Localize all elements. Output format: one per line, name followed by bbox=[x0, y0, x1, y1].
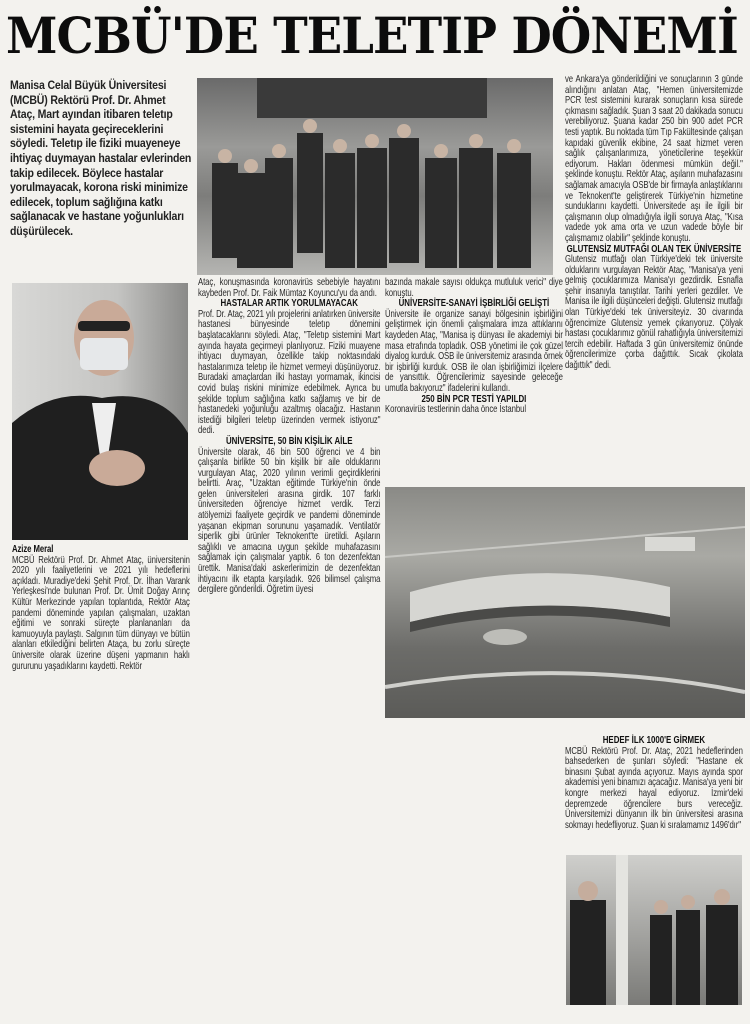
article-column-5 bbox=[565, 736, 743, 831]
campus-buildings bbox=[385, 487, 745, 718]
paragraph: MCBÜ Rektörü Prof. Dr. Ataç, 2021 hedeflerinden bahsederken de şunları söyledi: "Hastane ek binasını Şubat ayında açıyoruz. Mayıs ayında spor akademisi yeni binamızı açacağız. Manisa'ya yeni bir kongre merkezi hayal ediyoruz. İzmir'deki depremzede öğrencilere burs vereceğiz. Üniversitemizi dünyanın ilk bin üniversitesi arasına sokmayı hedefliyoruz. Şuan ki sıralamamız 1496'dır" bbox=[565, 745, 743, 831]
subheading: GLUTENSİZ MUTFAĞI OLAN TEK ÜNİVERSİTE bbox=[566, 243, 742, 255]
subheading: ÜNİVERSİTE, 50 BİN KİŞİLİK AİLE bbox=[225, 435, 353, 447]
visit-figures bbox=[566, 855, 742, 1005]
paragraph: Prof. Dr. Ataç, 2021 yılı projelerini anlatırken üniversite hastanesi bünyesinde teletıp dönemini başlatacaklarını söyledi. Ataç, "Teletıp sistemini Mart ayında hayata geçirmeyi planlıyoruz. Fiziki muayene ihtiyacı duymayan, özellikle takip noktasındaki hastalarımıza teletıp ile hizmet vermeyi düşünüyoruz. Buradaki amaçlardan ilki hastayı yormamak, ikincisi covid bulaş riskini minimize edebilmek. Ayrıca bu şekilde toplum sağlığına katkı sağlamış ve bir de hastanedeki yoğunluğu azaltmış olacağız. Hastanın istediği bilgileri teletıp üzerinden vermek istiyoruz" dedi. bbox=[198, 308, 381, 437]
paragraph: Üniversite olarak, 46 bin 500 öğrenci ve 4 bin çalışanla birlikte 50 bin kişilik bir aile olduklarını vurgulayan Ataç, 2020 yılının verimli geçirdiklerini belirtti. Araç, "Uzaktan eğitimde Türkiye'nin önde gelen üniversiteleri arasına girdik. 107 farklı üniversiteden öğrenciye hizmet verdik. Terzi atölyemizi faaliyete geçirdik ve pandemi döneminde yaşanan ekipman sorununu yaşamadık. Ventilatör siperlik gibi ürünler Teknokent'te üretildi. Aşıların sağlıklı ve amacına uygun şekilde muhafazasını sağlamak için çalışmalar yaptık. 6 ton dezenfektan ürettik. Manisa'daki askerlerimizin de dezenfektan ihtiyacını ilk etapta karşıladık. 926 bilimsel çalışma dergilere gönderildi. Öğretim üyesi bbox=[198, 446, 381, 596]
paragraph: Üniversite ile organize sanayi bölgesinin işbirliğini geliştirmek için önemli çalışmalara imza attıklarını kaydeden Ataç, "Manisa iş dünyası ile akademiyi bir masa etrafında topladık. OSB yönetimi ile çok güzel diyalog kurduk. OSB ile üniversitemiz arasında örnek bir işbirliği kurduk. OSB ile olan işbirliğimizi ilçelere de yansıttık. Öğrencilerimiz sayesinde geleceğe umutla bakıyoruz" ifadelerini kullandı. bbox=[385, 308, 563, 394]
subheading: HASTALAR ARTIK YORULMAYACAK bbox=[220, 298, 358, 310]
headline: MCBÜ'DE TELETIP DÖNEMİ bbox=[6, 6, 738, 65]
byline: Azize Meral bbox=[12, 544, 54, 555]
paragraph: bazında makale sayısı oldukça mutluluk verici" diye konuştu. bbox=[385, 277, 563, 299]
article-column-4 bbox=[565, 75, 743, 372]
article-column-3 bbox=[385, 278, 563, 416]
paragraph: Ataç, konuşmasında koronavirüs sebebiyle hayatını kaybeden Prof. Dr. Faik Mümtaz Koyuncu'yu da andı. bbox=[198, 277, 381, 299]
subheading: HEDEF İLK 1000'E GİRMEK bbox=[602, 735, 706, 746]
rector-photo bbox=[12, 283, 188, 540]
lead-paragraph: Manisa Celal Büyük Üniversitesi (MCBÜ) Rektörü Prof. Dr. Ahmet Ataç, Mart ayından itibaren teletıp sistemini hayata geçireceklerini söyledi. Teletıp ile fiziki muayeneye ihtiyaç duymayan hastalar evlerinden takip edilecek. Böylece hastalar yorulmayacak, korona riski minimize edilecek, toplum sağlığına katkı sağlanacak ve hastane yoğunlukları düşürülecek. bbox=[10, 78, 192, 238]
campus-aerial-photo bbox=[385, 487, 745, 718]
subheading: 250 BİN PCR TESTİ YAPILDI bbox=[421, 393, 527, 405]
intro-paragraph: MCBÜ Rektörü Prof. Dr. Ahmet Ataç, üniversitenin 2020 yılı faaliyetlerini ve 2021 yılı hedeflerini açıkladı. Muradiye'deki Şehit Prof. Dr. İlhan Varank Yerleşkesi'nde bulunan Prof. Dr. Ümit Doğay Arınç Kültür Merkezinde yapılan toplantıda, Rektör Ataç pandemi döneminde yapılan çalışmaları, uzaktan eğitimi ve sonraki süreçte planlananları da kamuoyuyla paylaştı. Salgının tüm dünyayı ve bütün alanları etkilediğini belirten Ataça, bu zorlu süreçte üniversite olarak üzerine düşeni yapmanın haklı gururunu yaşadıklarını kaydetti. Rektör bbox=[12, 554, 190, 672]
paragraph: Koronavirüs testlerinin daha önce İstanbul bbox=[385, 404, 527, 416]
subheading: ÜNİVERSİTE-SANAYİ İŞBİRLİĞİ GELİŞTİ bbox=[398, 298, 550, 310]
intro-column bbox=[12, 545, 190, 672]
group-photo-figures bbox=[197, 78, 553, 275]
visit-photo bbox=[566, 855, 742, 1005]
group-photo bbox=[197, 78, 553, 275]
rector-figure bbox=[12, 283, 188, 540]
paragraph: Glutensiz mutfağı olan Türkiye'deki tek üniversite olduklarını vurgulayan Rektör Ataç, "Manisa'ya yeni gelmiş çocuklarımıza Manisa'yı gezdirdik. Esnafla şehir insanıyla tanıştılar. Tarihi yerleri gezdiler. Ve Manisa ile ilgili düşünceleri değişti. Glutensiz mutfağı olan Türkiye'deki tek üniversiteyiz. 30 civarında öğrencimize Glutensiz yemek çıkarıyoruz. Çölyak hastası çocuklarımız gönül rahatlığıyla üniversitemizi tercih edebilir. Haftada 3 gün üniversitemiz önünde öğrencilerimize çorba dağıttık. Sıcak çikolata dağıttık" dedi. bbox=[565, 254, 743, 372]
paragraph: ve Ankara'ya gönderildiğini ve sonuçlarının 3 günde alındığını anlatan Ataç, "Hemen üniversitemizde PCR test sistemini kurarak sonuçların kısa sürede çıkmasını sağladık. Şuan 3 saat 20 dakikada sonucu verebiliyoruz. Şuana kadar 250 bin 900 adet PCR testi yaptık. Bu noktada tüm Tıp Fakültesinde çalışan kapıdaki güvenlik ekibine, 24 saat hizmet veren sağlık çalışanlarımıza, yöneticilerine teşekkür ediyorum. Hakları ödenmesi mümkün değil." şeklinde konuştu. Rektör Ataç, aşıların muhafazasını sağlamak amacıyla OSB'de bir firmayla anlaştıklarını ve Teknokent'te geliştirerek Türkiye'nin hizmetine sunduklarını kaydetti. Üniversitede aşı ile ilgili bir çalışmanın olup olmadığıyla ilgili soruya Ataç, "Kısa vadede yok ama orta ve uzun vadede böyle bir çalışmamız olabilir" şeklinde konuştu. bbox=[565, 74, 743, 244]
article-column-2 bbox=[198, 278, 380, 596]
